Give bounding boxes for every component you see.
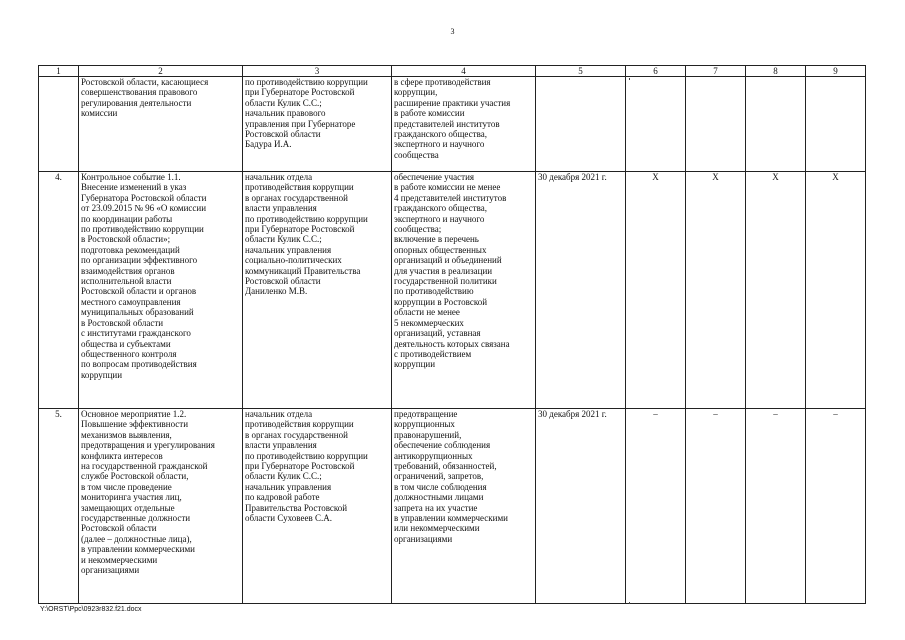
cell-line: расширение практики участия (394, 97, 511, 108)
cell-line: регулирования деятельности (81, 97, 192, 108)
cell-line: по кадровой работе (245, 492, 320, 503)
col8-cell (746, 77, 806, 172)
col7-cell: X (686, 172, 746, 409)
event-cell (79, 409, 243, 604)
cell-line: организаций, уставная (394, 328, 481, 339)
cell-line: замещающих отдельные (81, 502, 175, 513)
cell-line: в органах государственной (245, 429, 348, 440)
cell-line: по организации эффективного (81, 255, 198, 266)
cell-line: социально-политических (245, 255, 342, 266)
col9-cell: X (806, 172, 866, 409)
cell-line: по противодействию коррупции (245, 213, 368, 224)
cell-line: и некоммерческими (81, 554, 158, 565)
cell-line: в работе комиссии (394, 108, 465, 119)
col6-cell (626, 77, 686, 172)
cell-line: начальник управления (245, 244, 332, 255)
result-cell (392, 77, 536, 172)
cell-line: ограничений, запретов, (394, 471, 484, 482)
header-cell: 4 (392, 66, 536, 77)
cell-line: службе Ростовской области, (81, 471, 189, 482)
measures-table (38, 65, 866, 604)
cell-line: Внесение изменений в указ (81, 182, 187, 193)
result-cell (392, 409, 536, 604)
cell-line: государственной политики (394, 276, 497, 287)
cell-line: запрета на их участие (394, 502, 478, 513)
cell-line: исполнительной власти (81, 276, 172, 287)
cell-line: коррупции, (394, 87, 438, 98)
cell-line: в управлении коммерческими (81, 544, 195, 555)
cell-line: Правительства Ростовской (245, 502, 348, 513)
header-cell: 8 (746, 66, 806, 77)
col8-cell: – (746, 409, 806, 604)
cell-line: Ростовской области и органов (81, 286, 197, 297)
page-number: 3 (450, 27, 455, 36)
header-cell: 1 (39, 66, 79, 77)
cell-line: по вопросам противодействия (81, 359, 197, 370)
cell-line: Ростовской области (245, 276, 321, 287)
cell-line: Основное мероприятие 1.2. (81, 409, 187, 419)
cell-line: 5 некоммерческих (394, 317, 464, 328)
cell-line: по противодействию коррупции (245, 450, 368, 461)
cell-line: на государственной гражданской (81, 461, 208, 472)
cell-line: предотвращение (394, 409, 458, 419)
col7-cell: – (686, 409, 746, 604)
cell-line: по противодействию коррупции (245, 77, 368, 87)
cell-line: обеспечение участия (394, 172, 475, 182)
cell-line: Губернатора Ростовской области (81, 192, 207, 203)
cell-line: начальник отдела (245, 409, 313, 419)
cell-line: по противодействию (394, 286, 474, 297)
col8-cell: X (746, 172, 806, 409)
col6-cell: – (626, 409, 686, 604)
cell-line: коррупции (394, 359, 436, 370)
table-row (39, 77, 866, 172)
cell-line: гражданского общества, (394, 203, 487, 214)
result-cell (392, 172, 536, 409)
cell-line: в Ростовской области»; (81, 234, 171, 245)
cell-line: области не менее (394, 307, 460, 318)
header-cell: 3 (243, 66, 392, 77)
header-cell: 5 (536, 66, 626, 77)
cell-line: предотвращения и урегулирования (81, 440, 215, 451)
cell-line: правонарушений, (394, 429, 462, 440)
event-cell (79, 77, 243, 172)
cell-line: деятельность которых связана (394, 338, 510, 349)
cell-line: в том числе проведение (81, 481, 172, 492)
cell-line: Контрольное событие 1.1. (81, 172, 181, 182)
cell-line: в управлении коммерческими (394, 513, 508, 524)
table-row (39, 409, 866, 604)
cell-line: Бадура И.А. (245, 139, 292, 150)
col7-cell (686, 77, 746, 172)
cell-line: в работе комиссии не менее (394, 182, 501, 193)
cell-line: муниципальных образований (81, 307, 194, 318)
cell-line: механизмов выявления, (81, 429, 172, 440)
cell-line: Даниленко М.В. (245, 286, 308, 297)
responsible-cell (243, 172, 392, 409)
cell-line: с институтами гражданского (81, 328, 191, 339)
cell-line: подготовка рекомендаций (81, 244, 180, 255)
cell-line: экспертного и научного (394, 213, 485, 224)
scan-mark (629, 78, 630, 80)
cell-line: сообщества (394, 149, 439, 160)
header-cell: 9 (806, 66, 866, 77)
cell-line: конфликта интересов (81, 450, 163, 461)
cell-line: 4 представителей институтов (394, 192, 507, 203)
cell-line: гражданского общества, (394, 129, 487, 140)
cell-line: при Губернаторе Ростовской (245, 87, 355, 98)
col6-cell: X (626, 172, 686, 409)
cell-line: опорных общественных (394, 244, 487, 255)
cell-line: по координации работы (81, 213, 173, 224)
row-number (39, 77, 79, 172)
cell-line: Ростовской области, касающиеся (81, 77, 209, 87)
cell-line: по противодействию коррупции (81, 224, 204, 235)
cell-line: в сфере противодействия (394, 77, 491, 87)
deadline-cell: 30 декабря 2021 г. (536, 172, 626, 409)
col9-cell: – (806, 409, 866, 604)
cell-line: власти управления (245, 440, 317, 451)
cell-line: в органах государственной (245, 192, 348, 203)
cell-line: начальник отдела (245, 172, 313, 182)
row-number: 5. (39, 409, 79, 604)
scan-mark (629, 602, 630, 604)
cell-line: местного самоуправления (81, 296, 181, 307)
cell-line: при Губернаторе Ростовской (245, 224, 355, 235)
cell-line: коррупционных (394, 419, 455, 430)
deadline-cell (536, 77, 626, 172)
cell-line: общества и субъектами (81, 338, 171, 349)
event-cell (79, 172, 243, 409)
table-row (39, 172, 866, 409)
cell-line: противодействия коррупции (245, 419, 354, 430)
cell-line: коммуникаций Правительства (245, 265, 361, 276)
cell-line: (далее – должностные лица), (81, 533, 192, 544)
header-row (39, 66, 866, 77)
cell-line: в том числе соблюдения (394, 481, 487, 492)
cell-line: области Суховеев С.А. (245, 513, 332, 524)
cell-line: требований, обязанностей, (394, 461, 497, 472)
cell-line: Ростовской области (81, 523, 157, 534)
cell-line: взаимодействия органов (81, 265, 175, 276)
row-number: 4. (39, 172, 79, 409)
cell-line: при Губернаторе Ростовской (245, 461, 355, 472)
cell-line: коррупции в Ростовской (394, 296, 488, 307)
cell-line: области Кулик С.С.; (245, 234, 322, 245)
cell-line: представителей институтов (394, 118, 500, 129)
cell-line: противодействия коррупции (245, 182, 354, 193)
cell-line: начальник управления (245, 481, 332, 492)
cell-line: экспертного и научного (394, 139, 485, 150)
cell-line: Повышение эффективности (81, 419, 189, 430)
cell-line: или некоммерческими (394, 523, 480, 534)
cell-line: власти управления (245, 203, 317, 214)
cell-line: управления при Губернаторе (245, 118, 356, 129)
cell-line: организациями (81, 565, 140, 576)
file-path: Y:\ORST\Ppc\0923r832.f21.docx (40, 606, 142, 613)
cell-line: с противодействием (394, 348, 472, 359)
cell-line: организациями (394, 533, 453, 544)
cell-line: включение в перечень (394, 234, 479, 245)
cell-line: сообщества; (394, 224, 442, 235)
cell-line: совершенствования правового (81, 87, 198, 98)
cell-line: должностными лицами (394, 492, 484, 503)
header-cell: 6 (626, 66, 686, 77)
cell-line: начальник правового (245, 108, 326, 119)
responsible-cell (243, 409, 392, 604)
cell-line: комиссии (81, 108, 118, 119)
responsible-cell (243, 77, 392, 172)
cell-line: для участия в реализации (394, 265, 493, 276)
cell-line: области Кулик С.С.; (245, 97, 322, 108)
col9-cell (806, 77, 866, 172)
cell-line: области Кулик С.С.; (245, 471, 322, 482)
cell-line: Ростовской области (245, 129, 321, 140)
cell-line: обеспечение соблюдения (394, 440, 491, 451)
header-cell: 2 (79, 66, 243, 77)
cell-line: мониторинга участия лиц, (81, 492, 182, 503)
cell-line: организаций и объединений (394, 255, 502, 266)
cell-line: общественного контроля (81, 348, 177, 359)
cell-line: коррупции (81, 369, 123, 380)
cell-line: антикоррупционных (394, 450, 473, 461)
header-cell: 7 (686, 66, 746, 77)
cell-line: государственные должности (81, 513, 191, 524)
deadline-cell: 30 декабря 2021 г. (536, 409, 626, 604)
cell-line: от 23.09.2015 № 96 «О комиссии (81, 203, 207, 214)
cell-line: в Ростовской области (81, 317, 164, 328)
